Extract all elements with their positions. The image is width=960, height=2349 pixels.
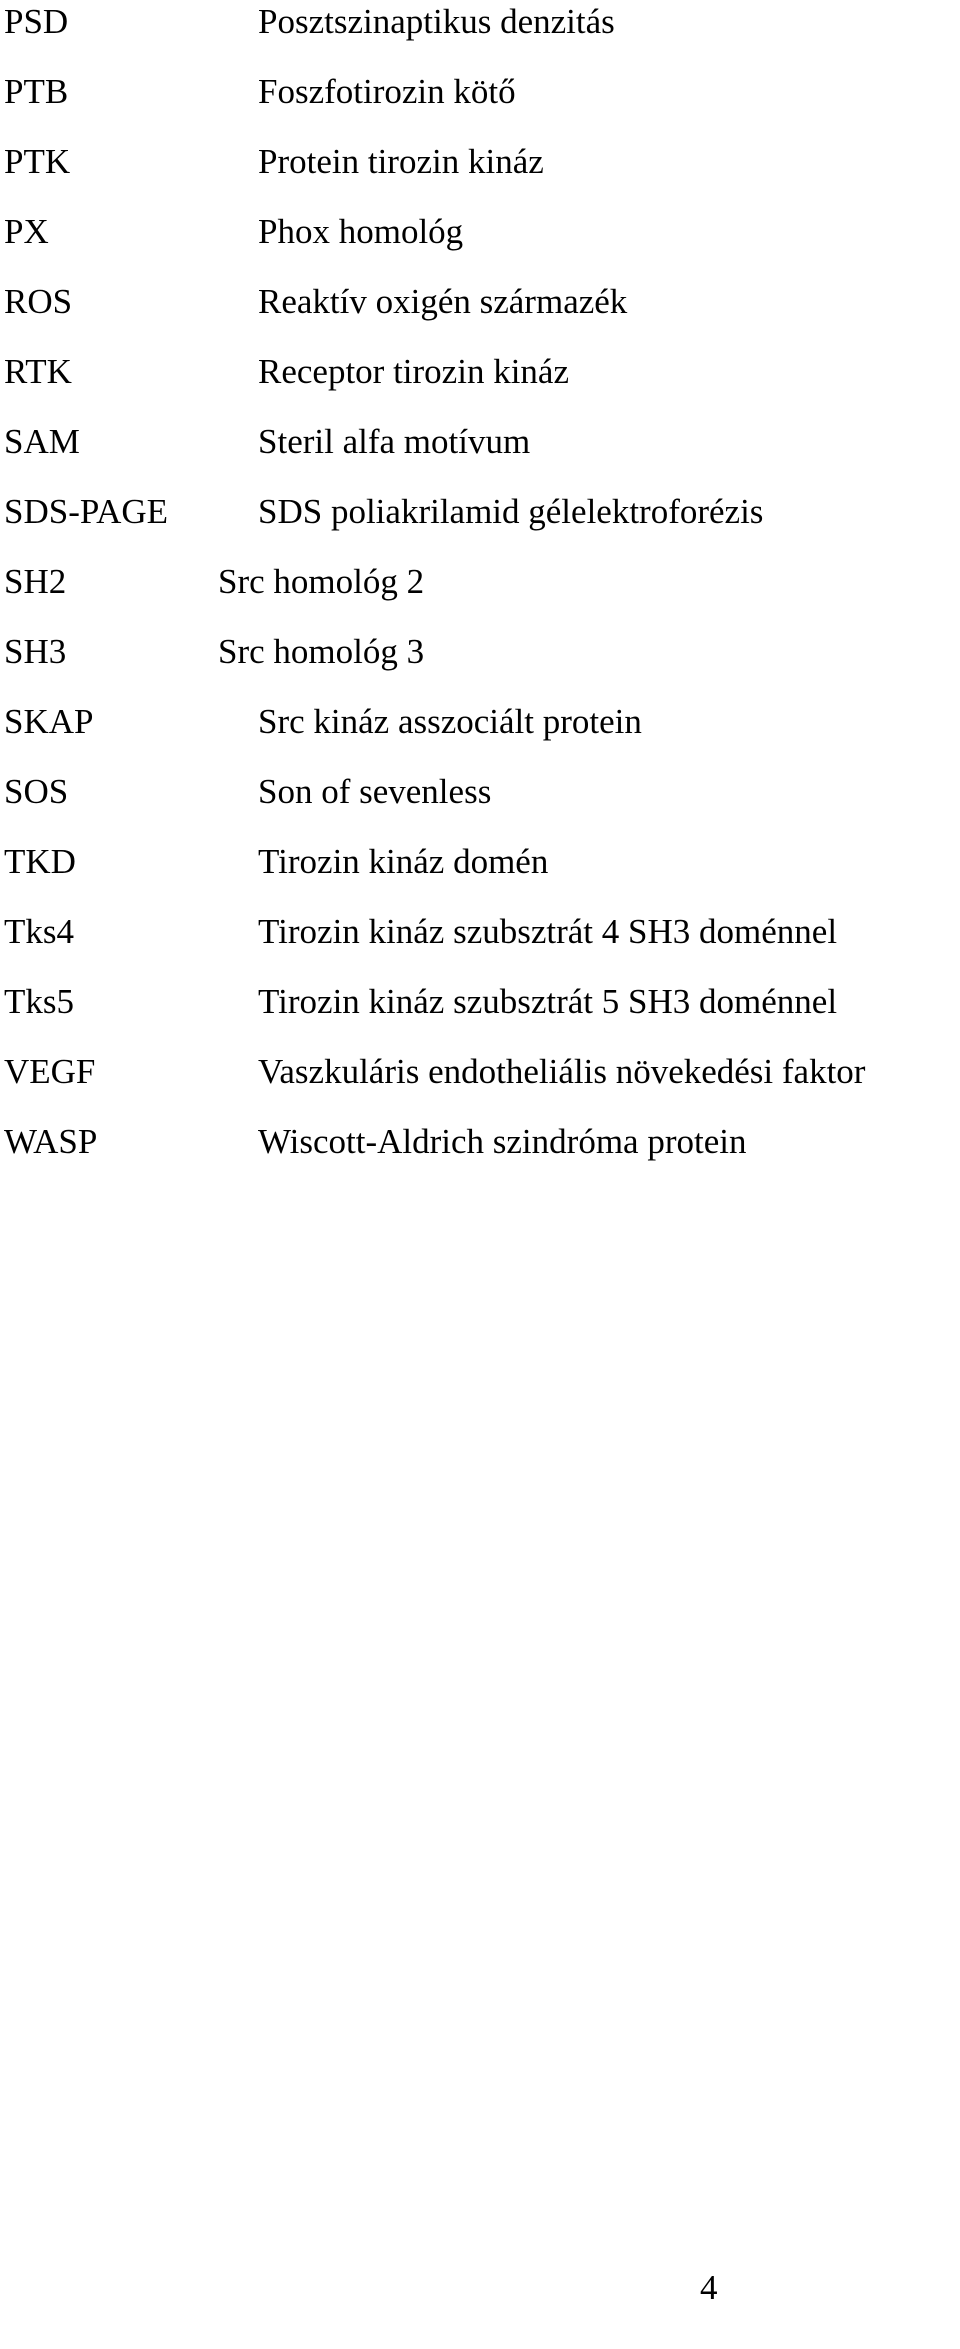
abbreviation-row [0,1120,960,1190]
page-number: 4 [700,2268,718,2307]
abbreviation-term: WASP [4,1122,98,1161]
abbreviation-row [0,1050,960,1120]
abbreviation-term: SKAP [4,702,94,741]
abbreviation-row [0,70,960,140]
abbreviation-term: Tks5 [4,982,74,1021]
abbreviation-definition: Phox homológ [258,212,464,251]
abbreviation-definition: Steril alfa motívum [258,422,531,461]
abbreviation-row [0,840,960,910]
abbreviation-term: VEGF [4,1052,96,1091]
abbreviation-definition: Src homológ 2 [218,562,425,601]
abbreviation-definition: Tirozin kináz domén [258,842,549,881]
abbreviation-term: RTK [4,352,72,391]
abbreviation-term: Tks4 [4,912,74,951]
abbreviation-row [0,350,960,420]
abbreviation-term: PTK [4,142,71,181]
abbreviation-row [0,700,960,770]
abbreviation-term: SAM [4,422,80,461]
abbreviation-definition: Src homológ 3 [218,632,425,671]
abbreviation-definition: Vaszkuláris endotheliális növekedési faktor [258,1052,866,1091]
abbreviation-row [0,980,960,1050]
abbreviation-definition: Son of sevenless [258,772,492,811]
abbreviation-term: PX [4,212,49,251]
abbreviation-definition: Tirozin kináz szubsztrát 5 SH3 doménnel [258,982,838,1021]
abbreviation-row [0,770,960,840]
abbreviation-term: PSD [4,2,69,41]
abbreviation-term: TKD [4,842,76,881]
abbreviation-row [0,0,960,70]
abbreviation-row [0,140,960,210]
abbreviation-definition: Receptor tirozin kináz [258,352,569,391]
abbreviation-definition: Posztszinaptikus denzitás [258,2,615,41]
abbreviation-row [0,910,960,980]
abbreviation-definition: Tirozin kináz szubsztrát 4 SH3 doménnel [258,912,838,951]
abbreviation-term: SH2 [4,562,67,601]
abbreviation-term: SOS [4,772,69,811]
abbreviation-row [0,280,960,350]
abbreviation-definition: Foszfotirozin kötő [258,72,516,111]
abbreviation-row [0,210,960,280]
abbreviation-row [0,490,960,560]
abbreviation-term: SH3 [4,632,67,671]
abbreviation-row [0,420,960,490]
abbreviation-definition: Src kináz asszociált protein [258,702,642,741]
abbreviation-term: PTB [4,72,69,111]
abbreviation-definition: SDS poliakrilamid gélelektroforézis [258,492,764,531]
abbreviation-definition: Reaktív oxigén származék [258,282,628,321]
abbreviation-definition: Wiscott-Aldrich szindróma protein [258,1122,747,1161]
abbreviation-term: ROS [4,282,73,321]
abbreviation-definition: Protein tirozin kináz [258,142,544,181]
abbreviation-term: SDS-PAGE [4,492,169,531]
abbreviation-row [0,560,960,630]
abbreviation-row [0,630,960,700]
